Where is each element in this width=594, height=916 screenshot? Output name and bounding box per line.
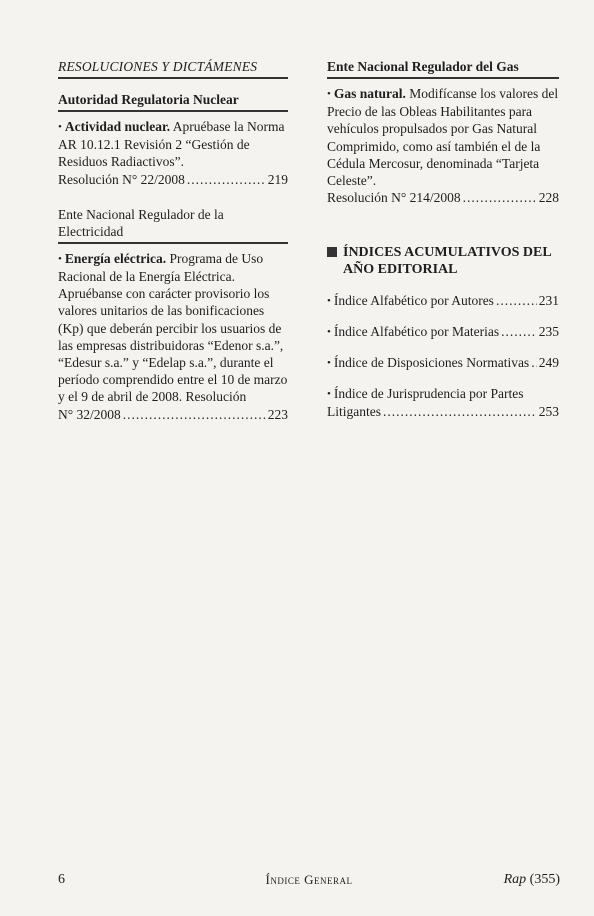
group-heading-nuclear: Autoridad Regulatoria Nuclear	[58, 91, 288, 112]
journal-reference	[504, 872, 560, 888]
page-number: 6	[58, 872, 65, 887]
square-bullet-icon	[327, 247, 337, 257]
index-title: ÍNDICES ACUMULATIVOS DEL AÑO EDITORIAL	[343, 245, 551, 278]
index-section-title	[327, 244, 559, 278]
leader-dots	[383, 403, 537, 420]
entry-page: 228	[538, 190, 559, 206]
leader-dots	[123, 406, 266, 423]
index-label: Litigantes	[327, 404, 381, 420]
bullet-icon: •	[327, 88, 331, 100]
entry-reference-line	[58, 406, 288, 423]
index-item-materias	[327, 323, 559, 341]
index-item-jurisprudencia	[327, 385, 559, 420]
entry-reference: Resolución N° 22/2008	[58, 171, 185, 187]
index-item-disposiciones	[327, 354, 559, 372]
index-label: Índice Alfabético por Autores	[333, 293, 494, 309]
right-column	[327, 58, 559, 433]
index-item-autores	[327, 292, 559, 310]
index-page: 253	[538, 404, 559, 420]
leader-dots	[187, 171, 266, 188]
entry-lead: Gas natural.	[333, 86, 406, 101]
bullet-icon: •	[327, 357, 331, 370]
entry-lead: Energía eléctrica.	[64, 250, 167, 266]
entry-reference: Resolución N° 214/2008	[327, 190, 461, 206]
entry-actividad-nuclear	[58, 118, 288, 188]
entry-body: Apruébase la Norma AR 10.12.1 Revisión 2 “Gestión de Residuos Radiactivos”.	[58, 119, 285, 170]
index-page: 249	[538, 355, 559, 371]
leader-dots	[463, 189, 537, 206]
left-column	[58, 58, 288, 431]
bullet-icon: •	[58, 252, 62, 265]
entry-page: 219	[267, 171, 288, 187]
entry-body: Modifícanse los valores del Precio de las Obleas Habilitantes para vehículos propulsados por Gas Natural Comprimido, como así también el de la Cédula Mercosur, denominada “Tarjeta Celeste”.	[327, 86, 559, 189]
index-page: 231	[538, 293, 559, 309]
group-heading-electricidad: Ente Nacional Regulador de la Electricidad	[58, 206, 288, 244]
running-title: Índice General	[265, 872, 353, 887]
leader-dots	[501, 323, 537, 340]
group-heading-gas: Ente Nacional Regulador del Gas	[327, 58, 559, 79]
entry-reference-line	[327, 189, 559, 206]
entry-body: Programa de Uso Racional de la Energía Eléctrica. Apruébanse con carácter provisorio los valores unitarios de las bonificaciones (Kp) que deberán percibir los usuarios de las empresas distribuidoras “Edenor s.a.”, “Edesur s.a.” y “Edelap s.a.”, durante el período comprendido entre el 10 de marzo y el 9 de abril de 2008. Resolución	[58, 250, 288, 405]
entry-lead: Actividad nuclear.	[64, 119, 171, 134]
section-title: RESOLUCIONES Y DICTÁMENES	[58, 58, 288, 79]
index-label: Índice de Disposiciones Normativas	[333, 355, 530, 371]
bullet-icon: •	[58, 121, 62, 133]
entry-reference: N° 32/2008	[58, 406, 121, 422]
index-page: 235	[538, 324, 559, 340]
bullet-icon: •	[327, 326, 331, 339]
entry-reference-line	[58, 171, 288, 188]
leader-dots	[496, 292, 537, 309]
bullet-icon: •	[327, 295, 331, 308]
bullet-icon: •	[327, 388, 331, 401]
entry-gas-natural	[327, 85, 559, 206]
journal-issue: (355)	[529, 872, 560, 887]
leader-dots	[531, 354, 537, 371]
entry-page: 223	[267, 406, 288, 422]
index-label: Índice Alfabético por Materias	[333, 324, 500, 340]
entry-energia-electrica	[58, 250, 288, 423]
index-label-line1: Índice de Jurisprudencia por Partes	[333, 386, 524, 402]
page-footer	[58, 872, 560, 890]
journal-name: Rap	[503, 872, 527, 887]
